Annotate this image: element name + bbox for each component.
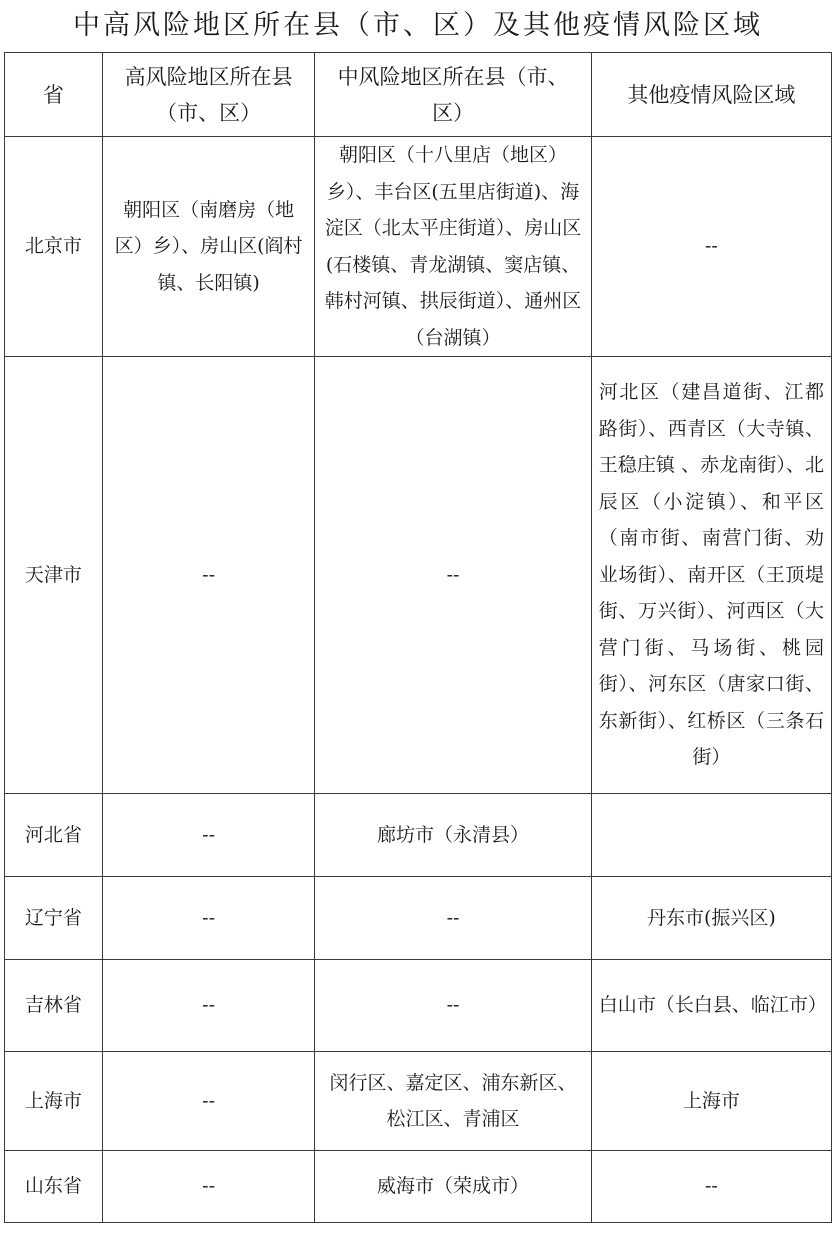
cell-mid-risk: -- — [315, 877, 591, 960]
cell-mid-risk: -- — [315, 960, 591, 1052]
table-row-jilin — [5, 960, 832, 1052]
cell-other-risk: -- — [591, 1151, 831, 1223]
cell-province: 天津市 — [5, 357, 103, 794]
cell-mid-risk: 闵行区、嘉定区、浦东新区、松江区、青浦区 — [315, 1052, 591, 1151]
cell-high-risk: -- — [102, 1052, 315, 1151]
header-other-risk: 其他疫情风险区域 — [591, 53, 831, 137]
table-row-shandong — [5, 1151, 832, 1223]
cell-high-risk: -- — [102, 1151, 315, 1223]
cell-high-risk: -- — [102, 357, 315, 794]
cell-province: 上海市 — [5, 1052, 103, 1151]
cell-high-risk: -- — [102, 960, 315, 1052]
header-high-risk: 高风险地区所在县（市、区） — [102, 53, 315, 137]
header-province: 省 — [5, 53, 103, 137]
cell-high-risk: 朝阳区（南磨房（地区）乡）、房山区(阎村镇、长阳镇) — [102, 137, 315, 357]
cell-province: 北京市 — [5, 137, 103, 357]
cell-province: 吉林省 — [5, 960, 103, 1052]
cell-other-risk: 上海市 — [591, 1052, 831, 1151]
cell-high-risk: -- — [102, 877, 315, 960]
table-row-shanghai — [5, 1052, 832, 1151]
cell-province: 辽宁省 — [5, 877, 103, 960]
table-row-liaoning — [5, 877, 832, 960]
cell-mid-risk: 廊坊市（永清县） — [315, 794, 591, 877]
table-header-row — [5, 53, 832, 137]
cell-other-risk: 丹东市(振兴区) — [591, 877, 831, 960]
table-row-beijing — [5, 137, 832, 357]
cell-province: 山东省 — [5, 1151, 103, 1223]
table-row-hebei — [5, 794, 832, 877]
cell-other-risk — [591, 794, 831, 877]
cell-mid-risk: -- — [315, 357, 591, 794]
header-mid-risk: 中风险地区所在县（市、区） — [315, 53, 591, 137]
cell-other-risk: -- — [591, 137, 831, 357]
cell-mid-risk: 威海市（荣成市） — [315, 1151, 591, 1223]
cell-other-risk: 白山市（长白县、临江市） — [591, 960, 831, 1052]
table-row-tianjin — [5, 357, 832, 794]
cell-other-risk: 河北区（建昌道街、江都路街）、西青区（大寺镇、王稳庄镇 、赤龙南街）、北辰区（小淀镇）、和平区（南市街、南营门街、劝业场街）、南开区（王顶堤街、万兴街）、河西区（大营门街、马场街、桃园街）、河东区（唐家口街、东新街）、红桥区（三条石街） — [591, 357, 831, 794]
cell-province: 河北省 — [5, 794, 103, 877]
cell-high-risk: -- — [102, 794, 315, 877]
cell-mid-risk: 朝阳区（十八里店（地区）乡）、丰台区(五里店街道)、海淀区（北太平庄街道）、房山区(石楼镇、青龙湖镇、窦店镇、韩村河镇、拱辰街道）、通州区（台湖镇） — [315, 137, 591, 357]
document-title: 中高风险地区所在县（市、区）及其他疫情风险区域 — [73, 10, 763, 41]
risk-area-table — [4, 52, 832, 1223]
